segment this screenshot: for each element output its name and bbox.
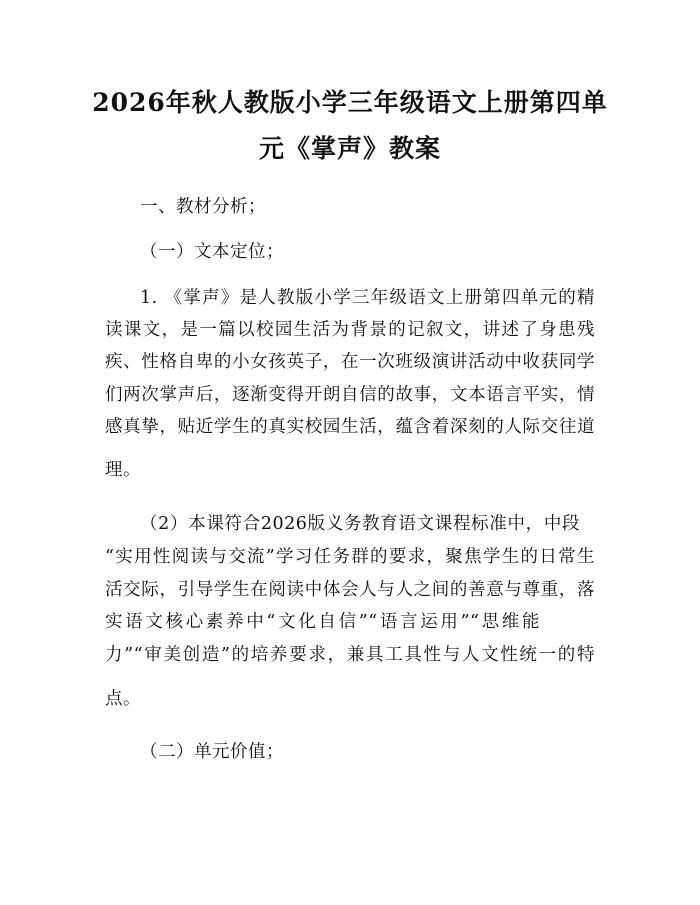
paragraph-1-line-4: 们两次掌声后，逐渐变得开朗自信的故事，文本语言平实，情 bbox=[105, 385, 595, 405]
paragraph-2-line-3: 活交际，引导学生在阅读中体会人与人之间的善意与尊重，落 bbox=[105, 580, 595, 600]
paragraph-2-line-1: （2）本课符合2026版义务教育语文课程标准中，中段 bbox=[140, 514, 580, 534]
paragraph-2-line-2: “实用性阅读与交流”学习任务群的要求，聚焦学生的日常生 bbox=[105, 547, 595, 567]
paragraph-1-line-1: 1. 《掌声》是人教版小学三年级语文上册第四单元的精 bbox=[140, 288, 595, 308]
document-title-line-2: 元《掌声》教案 bbox=[258, 134, 441, 163]
paragraph-1-line-3: 疾、性格自卑的小女孩英子，在一次班级演讲活动中收获同学 bbox=[105, 352, 595, 372]
paragraph-2-line-4: 实语文核心素养中“文化自信”“语言运用”“思维能 bbox=[105, 612, 540, 632]
subsection-heading-unit-value: （二）单元价值； bbox=[140, 742, 284, 762]
paragraph-2-line-6: 点。 bbox=[105, 689, 141, 709]
document-title-line-1: 2026年秋人教版小学三年级语文上册第四单 bbox=[92, 88, 608, 117]
paragraph-2-line-5: 力”“审美创造”的培养要求，兼具工具性与人文性统一的特 bbox=[105, 645, 595, 665]
paragraph-1-line-2: 读课文，是一篇以校园生活为背景的记叙文，讲述了身患残 bbox=[105, 320, 595, 340]
subsection-heading-text-positioning: （一）文本定位； bbox=[140, 242, 284, 262]
paragraph-1-line-5: 感真挚，贴近学生的真实校园生活，蕴含着深刻的人际交往道 bbox=[105, 417, 595, 437]
section-heading-teaching-material-analysis: 一、教材分析； bbox=[140, 197, 266, 217]
paragraph-1-line-6: 理。 bbox=[105, 460, 141, 480]
